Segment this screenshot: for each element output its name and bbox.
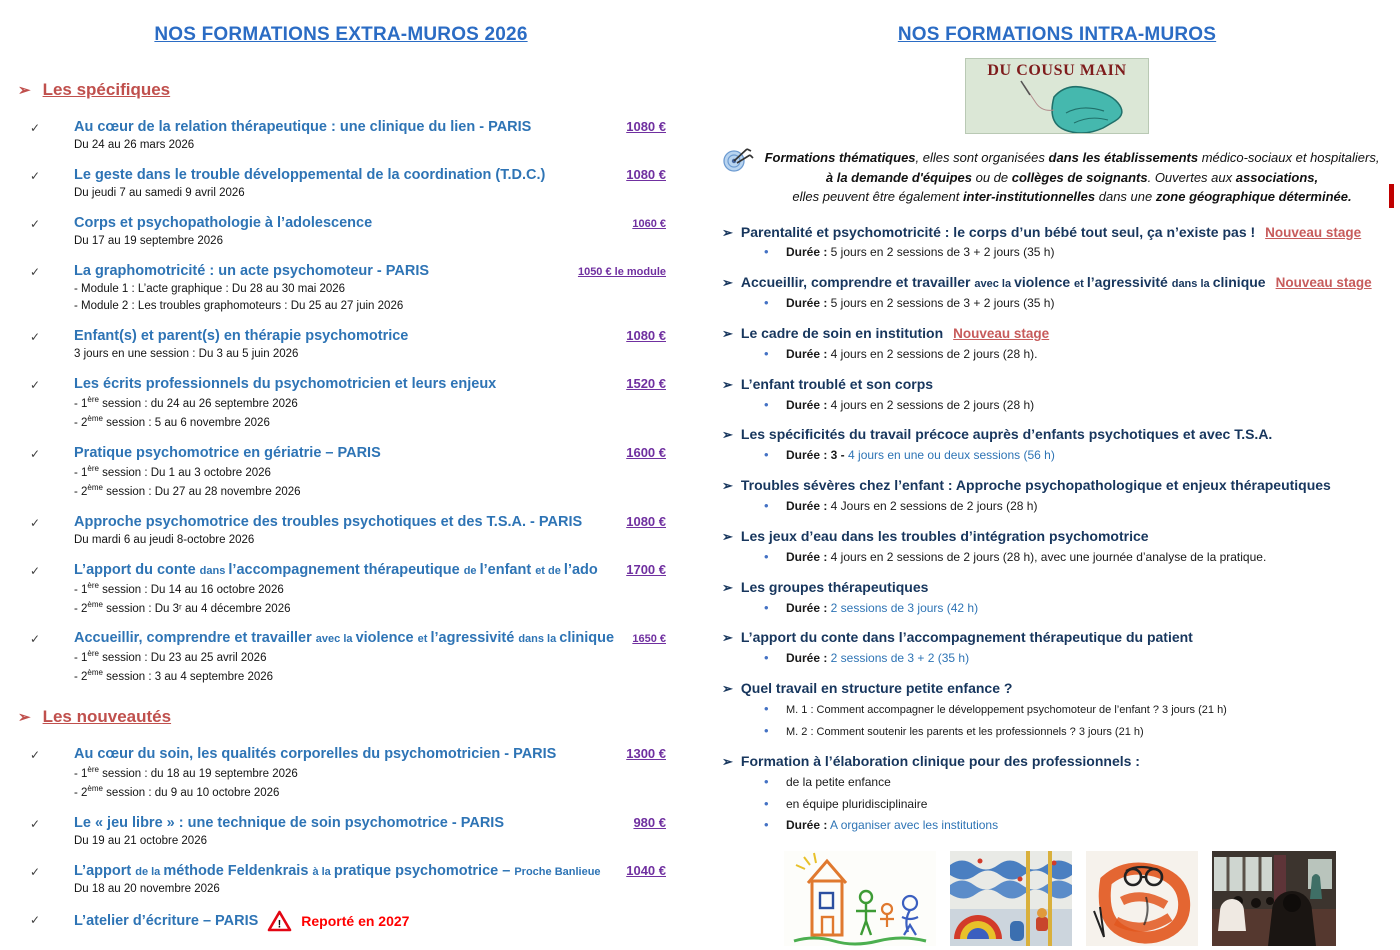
duration-label: Durée : 3 - [786,448,845,463]
intra-item [722,425,1392,465]
duration-line [764,243,1392,262]
nouveau-stage-badge[interactable]: Nouveau stage [953,325,1050,341]
course-item [30,118,666,153]
course-title: Au cœur de la relation thérapeutique : une clinique du lien - PARIS [74,119,532,135]
course-item-head [74,214,666,232]
duration-text: 5 jours en 2 sessions de 3 + 2 jours (35 h) [827,296,1055,311]
duration-content [786,725,1392,741]
duration-line [764,795,1392,814]
arrow-bullet-icon: ➢ [722,376,733,392]
check-icon: ✓ [30,330,41,345]
duration-label: Durée : [786,499,828,514]
duration-label: Durée : [786,346,828,361]
duration-line [764,599,1392,618]
intra-muros-body [722,223,1392,836]
intra-item-head [722,476,1392,495]
intra-title: Troubles sévères chez l’enfant : Approche psychopathologique et enjeux thérapeutiques [740,477,1331,494]
svg-text:!: ! [277,918,282,931]
duration-content [786,650,1392,667]
course-item-body [74,444,666,500]
duration-label: Durée : [786,600,828,615]
course-schedule: - 1ère session : Du 1 au 3 octobre 2026 [74,464,271,479]
course-item-head [74,513,666,531]
section-heading [18,80,666,100]
page-title-intra-muros: NOS FORMATIONS INTRA-MUROS [897,24,1217,45]
intra-title: L’enfant troublé et son corps [740,375,934,392]
course-item-body [74,814,666,849]
duration-content [786,774,1392,791]
course-item-head [74,375,666,393]
course-title: L’apport du conte dans l’accompagnement thérapeutique de l’enfant et de l’ado [74,561,598,578]
course-schedule: - Module 2 : Les troubles graphomoteurs : Du 25 au 27 juin 2026 [74,300,404,313]
course-title: Au cœur du soin, les qualités corporelles du psychomotricien - PARIS [74,745,557,762]
bullet-dot-icon: • [764,396,769,412]
photo-finger-painting [1086,851,1198,946]
course-schedule: - 1ère session : du 24 au 26 septembre 2026 [74,395,298,411]
intro-line: elles peuvent être également inter-institutionnelles dans une zone géographique déterminée. [792,189,1352,204]
course-title: Approche psychomotrice des troubles psychotiques et des T.S.A. - PARIS [74,513,583,530]
course-title: Les écrits professionnels du psychomotricien et leurs enjeux [74,376,497,393]
check-icon: ✓ [30,378,41,393]
section-heading [18,707,666,727]
bullet-dot-icon: • [764,722,769,738]
duration-text: A organiser avec les institutions [827,818,999,833]
course-item-body [74,214,666,249]
course-schedule: - Module 1 : L’acte graphique : Du 28 au 30 mai 2026 [74,283,346,296]
course-schedule: - 2ème session : Du 3ʳ au 4 décembre 2026 [74,599,291,615]
check-icon: ✓ [30,912,41,927]
duration-text: en équipe pluridisciplinaire [786,796,928,811]
intra-item-head [722,679,1392,698]
course-item [30,375,666,431]
postponed-note: Reporté en 2027 [301,912,410,929]
duration-content [786,817,1392,834]
duration-line [764,722,1392,741]
intra-title: Le cadre de soin en institution Nouveau stage [740,324,1050,341]
duration-text: 4 Jours en 2 sessions de 2 jours (28 h) [827,499,1038,514]
duration-content [786,447,1392,464]
intro-section [722,148,1392,207]
duration-label: Durée : [786,245,828,260]
course-item-head [74,814,666,832]
course-title: Pratique psychomotrice en gériatrie – PARIS [74,444,381,461]
course-item-body [74,166,666,201]
intra-title: Quel travail en structure petite enfance ? [740,680,1013,697]
course-schedule: Du jeudi 7 au samedi 9 avril 2026 [74,187,245,200]
intro-paragraph [756,148,1388,207]
warning-icon [267,910,292,932]
course-schedule: 3 jours en une session : Du 3 au 5 juin 2026 [74,348,299,361]
course-item [30,513,666,548]
intra-item-head [722,752,1392,771]
course-item [30,814,666,849]
course-schedule: - 1ère session : Du 14 au 16 octobre 2026 [74,580,284,596]
intra-item [722,578,1392,618]
course-item-head [74,910,666,932]
cousu-main-logo [965,58,1149,134]
bullet-dot-icon: • [764,650,769,666]
intra-title: Formation à l’élaboration clinique pour des professionnels : [740,752,1140,769]
intra-item-head [722,527,1392,546]
duration-line [764,548,1392,567]
duration-content [786,549,1392,566]
course-item [30,166,666,201]
intra-item [722,476,1392,516]
bullet-dot-icon: • [764,498,769,514]
course-item [30,745,666,801]
nouveau-stage-badge[interactable]: Nouveau stage [1265,224,1362,240]
check-icon: ✓ [30,169,41,184]
duration-text: 4 jours en 2 sessions de 2 jours (28 h), avec une journée d’analyse de la pratique. [827,549,1267,564]
course-item [30,862,666,897]
arrow-bullet-icon: ➢ [722,224,733,240]
course-item-body [74,118,666,153]
intra-item [722,273,1392,313]
course-title: Le geste dans le trouble développemental de la coordination (T.D.C.) [74,167,546,184]
course-item [30,214,666,249]
intro-line: Formations thématiques, elles sont organisées dans les établissements médico-sociaux et hospitaliers, [764,150,1380,165]
course-title: La graphomotricité : un acte psychomoteur - PARIS [74,263,430,280]
course-item-body [74,629,666,685]
course-schedule: Du 17 au 19 septembre 2026 [74,235,223,248]
course-item-head [74,327,666,345]
intra-item [722,527,1392,567]
duration-label: Durée : [786,651,828,666]
intra-title: Les spécificités du travail précoce auprès d’enfants psychotiques et avec T.S.A. [740,426,1273,443]
check-icon: ✓ [30,265,41,280]
duration-line [764,773,1392,792]
intra-item [722,223,1392,263]
course-title: Enfant(s) et parent(s) en thérapie psychomotrice [74,328,409,345]
arrow-bullet-icon: ➢ [722,427,733,443]
course-price[interactable]: 980 € [633,814,666,830]
duration-content [786,295,1392,312]
check-icon: ✓ [30,217,41,232]
course-price[interactable]: 1080 € [626,328,666,344]
course-item-head [74,444,666,462]
check-icon: ✓ [30,816,41,831]
arrow-bullet-icon: ➢ [722,528,733,544]
duration-line [764,294,1392,313]
duration-line [764,497,1392,516]
course-item [30,629,666,685]
course-item [30,561,666,617]
duration-label: Durée : [786,549,828,564]
bullet-dot-icon: • [764,295,769,311]
check-icon: ✓ [30,563,41,578]
duration-text: 2 sessions de 3 jours (42 h) [827,600,979,615]
duration-label: Durée : [786,296,828,311]
red-margin-mark [1389,184,1394,208]
duration-text: de la petite enfance [786,774,891,789]
course-price[interactable]: 1080 € [626,119,666,134]
course-item-head [74,745,666,763]
arrow-bullet-icon: ➢ [722,681,733,697]
course-price[interactable]: 1040 € [626,862,666,878]
arrow-bullet-icon: ➢ [722,579,733,595]
duration-text: 5 jours en 2 sessions de 3 + 2 jours (35 h) [827,245,1055,260]
course-item-body [74,327,666,362]
section-heading-label: Les spécifiques [42,80,171,99]
course-price[interactable]: 1700 € [626,561,666,577]
course-item [30,910,666,932]
photo-training-room [1212,851,1336,946]
course-schedule: Du 24 au 26 mars 2026 [74,139,195,152]
check-icon: ✓ [30,515,41,530]
course-title: Le « jeu libre » : une technique de soin psychomotrice - PARIS [74,814,504,831]
arrow-bullet-icon: ➢ [722,630,733,646]
course-title: Corps et psychopathologie à l’adolescence [74,215,373,232]
bullet-dot-icon: • [764,795,769,811]
course-price[interactable]: 1060 € [632,218,666,231]
bullet-dot-icon: • [764,244,769,260]
check-icon: ✓ [30,121,41,135]
intra-title: Les jeux d’eau dans les troubles d’intégration psychomotrice [740,527,1149,544]
intra-item-head [722,223,1392,242]
duration-label: Durée : [786,397,828,412]
bullet-dot-icon: • [764,599,769,615]
duration-label: Durée : [786,818,828,833]
check-icon: ✓ [30,632,41,647]
arrow-bullet-icon: ➢ [722,325,733,341]
intra-title: Parentalité et psychomotricité : le corps d’un bébé tout seul, ça n’existe pas ! Nouveau stage [740,223,1362,240]
duration-line [764,446,1392,465]
course-price[interactable]: 1520 € [626,376,666,392]
nouveau-stage-badge[interactable]: Nouveau stage [1275,275,1372,291]
course-schedule: - 1ère session : Du 23 au 25 avril 2026 [74,649,267,665]
course-item-head [74,561,666,579]
intra-title: Les groupes thérapeutiques [740,578,929,595]
duration-content [786,498,1392,515]
target-darts-icon [722,144,754,179]
course-item [30,327,666,362]
course-item-body [74,862,666,897]
bullet-dot-icon: • [764,345,769,361]
arrow-bullet-icon: ➢ [722,275,733,291]
course-schedule: - 1ère session : du 18 au 19 septembre 2026 [74,765,298,780]
check-icon: ✓ [30,864,41,879]
course-item-body [74,745,666,801]
course-title: L’apport de la méthode Feldenkrais à la pratique psychomotrice – Proche Banlieue [74,862,601,879]
course-item [30,262,666,314]
intra-item-head [722,273,1392,292]
course-item-body [74,910,666,932]
duration-text: M. 2 : Comment soutenir les parents et les professionnels ? 3 jours (21 h) [786,725,1144,738]
course-item-head [74,118,666,136]
intra-item-head [722,324,1392,343]
course-price[interactable]: 1080 € [626,513,666,529]
course-item-body [74,513,666,548]
intra-title: Accueillir, comprendre et travailler avec la violence et l’agressivité dans la clinique Nouveau stage [740,274,1372,291]
course-item-head [74,166,666,184]
course-schedule: - 2ème session : 3 au 4 septembre 2026 [74,668,274,683]
duration-content [786,244,1392,261]
page-title-extra-muros: NOS FORMATIONS EXTRA-MUROS 2026 [154,24,528,45]
check-icon: ✓ [30,747,41,762]
course-title: L’atelier d’écriture – PARIS [74,912,259,929]
course-item-head [74,629,666,647]
intra-item-head [722,375,1392,394]
intro-line: à la demande d'équipes ou de collèges de soignants. Ouvertes aux associations, [825,169,1319,185]
course-schedule: - 2ème session : Du 27 au 28 novembre 2026 [74,482,301,498]
duration-line [764,396,1392,415]
intra-item [722,679,1392,741]
intra-item [722,752,1392,835]
intra-item-head [722,628,1392,647]
duration-line [764,700,1392,719]
intra-muros-column [692,0,1400,950]
bullet-dot-icon: • [764,447,769,463]
duration-line [764,345,1392,364]
course-price[interactable]: 1080 € [626,167,666,183]
course-schedule: Du mardi 6 au jeudi 8-octobre 2026 [74,533,255,546]
arrow-bullet-icon: ➢ [18,82,31,99]
course-item-body [74,375,666,431]
duration-text: 4 jours en une ou deux sessions (56 h) [844,448,1055,463]
course-item-body [74,262,666,314]
extra-muros-body [16,80,666,932]
photo-play-area [950,851,1072,946]
intra-item-head [722,425,1392,444]
extra-muros-column [0,0,692,950]
hand-drawing [966,79,1148,133]
course-price[interactable]: 1600 € [626,444,666,460]
arrow-bullet-icon: ➢ [722,478,733,494]
duration-content [786,346,1392,363]
duration-line [764,816,1392,835]
duration-content [786,796,1392,813]
intra-item [722,628,1392,668]
intra-item-head [722,578,1392,597]
arrow-bullet-icon: ➢ [18,708,31,726]
duration-text: 4 jours en 2 sessions de 2 jours (28 h) [827,397,1035,412]
course-price[interactable]: 1050 € le module [577,266,666,279]
duration-line [764,649,1392,668]
logo-text: DU COUSU MAIN [987,62,1127,79]
course-item-head [74,862,666,880]
course-schedule: - 2ème session : du 9 au 10 octobre 2026 [74,783,280,799]
course-title: Accueillir, comprendre et travailler avec la violence et l’agressivité dans la clinique [74,630,615,647]
duration-content [786,600,1392,617]
intra-item [722,324,1392,364]
duration-content [786,397,1392,414]
photo-strip [784,851,1392,946]
check-icon: ✓ [30,446,41,461]
photo-children-drawing [784,851,936,946]
duration-content [786,703,1392,719]
course-schedule: Du 18 au 20 novembre 2026 [74,882,220,895]
bullet-dot-icon: • [764,548,769,564]
course-price[interactable]: 1650 € [632,633,666,646]
course-item-head [74,262,666,280]
course-schedule: - 2ème session : 5 au 6 novembre 2026 [74,414,270,429]
section-heading-label: Les nouveautés [42,706,172,726]
duration-text: 4 jours en 2 sessions de 2 jours (28 h). [827,346,1038,361]
bullet-dot-icon: • [764,817,769,833]
course-schedule: Du 19 au 21 octobre 2026 [74,834,207,847]
arrow-bullet-icon: ➢ [722,753,733,769]
duration-text: 2 sessions de 3 + 2 (35 h) [827,651,970,666]
intra-title: L’apport du conte dans l’accompagnement thérapeutique du patient [740,629,1193,646]
intra-item [722,375,1392,415]
course-item-body [74,561,666,617]
course-price[interactable]: 1300 € [626,745,666,761]
duration-text: M. 1 : Comment accompagner le développement psychomoteur de l’enfant ? 3 jours (21 h) [786,704,1227,716]
bullet-dot-icon: • [764,773,769,789]
bullet-dot-icon: • [764,701,769,716]
course-item [30,444,666,500]
